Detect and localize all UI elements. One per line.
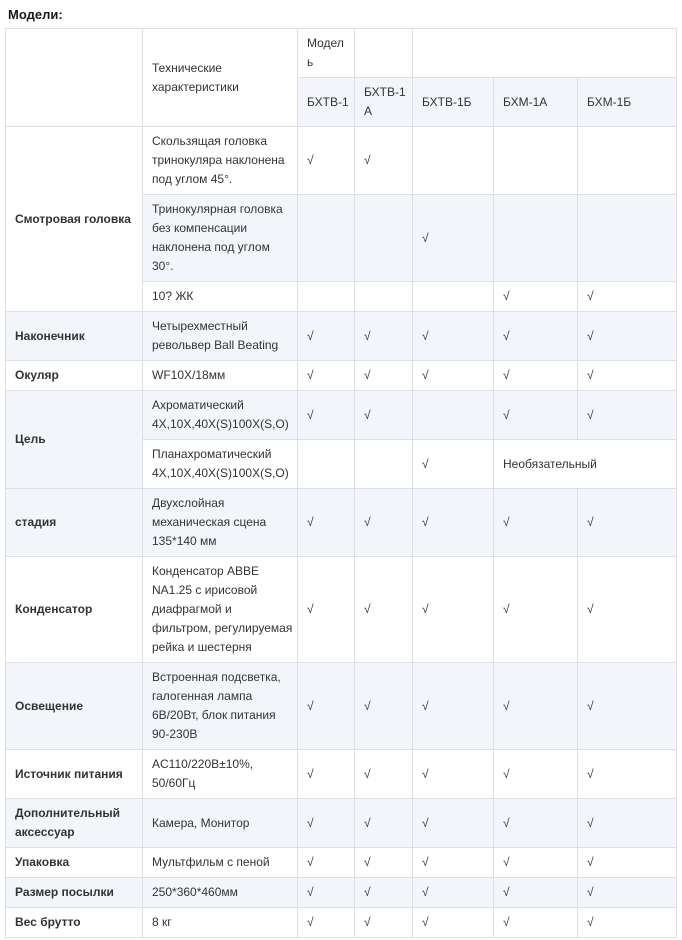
check-cell: √ [578, 391, 677, 440]
header-row-model [6, 29, 677, 78]
spec-row [6, 848, 677, 878]
check-cell: √ [578, 878, 677, 908]
check-cell: √ [413, 557, 494, 663]
check-cell: √ [578, 750, 677, 799]
check-cell [578, 195, 677, 282]
check-cell: √ [578, 799, 677, 848]
check-cell: √ [355, 312, 413, 361]
check-cell [298, 282, 355, 312]
check-cell: √ [578, 282, 677, 312]
spec-description-cell: Тринокулярная головка без компенсации наклонена под углом 30°. [143, 195, 298, 282]
check-cell: √ [578, 848, 677, 878]
category-cell: Дополнительный аксессуар [6, 799, 143, 848]
model-column-header: БХТВ-1 [298, 78, 355, 127]
check-cell: √ [494, 391, 578, 440]
spec-row [6, 361, 677, 391]
category-cell: Размер посылки [6, 878, 143, 908]
page-title: Модели: [8, 7, 63, 22]
category-cell: Вес брутто [6, 908, 143, 938]
check-cell: √ [494, 282, 578, 312]
category-cell: Окуляр [6, 361, 143, 391]
check-cell [355, 440, 413, 489]
check-cell: √ [578, 557, 677, 663]
check-cell: √ [355, 878, 413, 908]
check-cell: √ [298, 361, 355, 391]
spec-description-cell: Планахроматический 4X,10X,40X(S)100X(S,O) [143, 440, 298, 489]
spec-row [6, 312, 677, 361]
check-cell: √ [494, 878, 578, 908]
check-cell: √ [413, 908, 494, 938]
check-cell: √ [413, 799, 494, 848]
check-cell: √ [494, 312, 578, 361]
spec-description-cell: 8 кг [143, 908, 298, 938]
check-cell: √ [578, 908, 677, 938]
category-cell: Смотровая головка [6, 127, 143, 312]
check-cell [413, 391, 494, 440]
spec-row [6, 391, 677, 440]
spec-description-cell: 10? ЖК [143, 282, 298, 312]
check-cell: √ [298, 878, 355, 908]
check-cell [413, 282, 494, 312]
category-cell: Освещение [6, 663, 143, 750]
check-cell [355, 195, 413, 282]
check-cell: √ [355, 848, 413, 878]
check-cell: √ [298, 908, 355, 938]
check-cell: √ [494, 557, 578, 663]
spec-description-cell: Двухслойная механическая сцена 135*140 мм [143, 489, 298, 557]
category-cell: Цель [6, 391, 143, 489]
check-cell [355, 282, 413, 312]
spec-description-cell: Конденсатор ABBE NA1.25 с ирисовой диафрагмой и фильтром, регулируемая рейка и шестерня [143, 557, 298, 663]
check-cell: √ [578, 312, 677, 361]
check-cell [494, 195, 578, 282]
check-cell: √ [413, 750, 494, 799]
header-model-spacer-wide-cell [413, 29, 677, 78]
check-cell: √ [355, 663, 413, 750]
check-cell: √ [355, 557, 413, 663]
header-model-label-cell: Модель [298, 29, 355, 78]
check-cell: √ [298, 848, 355, 878]
category-cell: Источник питания [6, 750, 143, 799]
check-cell: √ [494, 908, 578, 938]
header-tech-specs-cell: Технические характеристики [143, 29, 298, 127]
spec-row [6, 908, 677, 938]
category-cell: Конденсатор [6, 557, 143, 663]
check-cell [298, 195, 355, 282]
spec-row [6, 878, 677, 908]
check-cell: √ [298, 391, 355, 440]
check-cell: √ [494, 799, 578, 848]
category-cell: Наконечник [6, 312, 143, 361]
category-cell: стадия [6, 489, 143, 557]
model-column-header: БХМ-1А [494, 78, 578, 127]
category-cell: Упаковка [6, 848, 143, 878]
check-cell: √ [355, 489, 413, 557]
specs-table [5, 28, 677, 938]
check-cell: √ [298, 489, 355, 557]
check-cell [413, 127, 494, 195]
check-cell: √ [355, 127, 413, 195]
check-cell: √ [298, 312, 355, 361]
spec-description-cell: Камера, Монитор [143, 799, 298, 848]
check-cell: √ [355, 750, 413, 799]
spec-description-cell: Мультфильм с пеной [143, 848, 298, 878]
check-cell: √ [494, 361, 578, 391]
header-empty-cell [6, 29, 143, 127]
spec-description-cell: AC110/220В±10%, 50/60Гц [143, 750, 298, 799]
spec-description-cell: Четырехместный револьвер Ball Beating [143, 312, 298, 361]
check-cell: √ [413, 440, 494, 489]
spec-description-cell: Скользящая головка тринокуляра наклонена под углом 45°. [143, 127, 298, 195]
check-cell: √ [413, 878, 494, 908]
model-column-header: БХМ-1Б [578, 78, 677, 127]
spec-description-cell: 250*360*460мм [143, 878, 298, 908]
spec-row [6, 489, 677, 557]
header-model-spacer-cell [355, 29, 413, 78]
check-cell: √ [494, 750, 578, 799]
check-cell: √ [355, 361, 413, 391]
spec-row [6, 663, 677, 750]
model-column-header: БХТВ-1Б [413, 78, 494, 127]
check-cell: √ [494, 489, 578, 557]
spec-row [6, 799, 677, 848]
check-cell: √ [578, 489, 677, 557]
check-cell: √ [355, 908, 413, 938]
model-column-header: БХТВ-1А [355, 78, 413, 127]
check-cell: √ [578, 361, 677, 391]
spec-description-cell: WF10X/18мм [143, 361, 298, 391]
check-cell: √ [413, 848, 494, 878]
check-cell: √ [298, 663, 355, 750]
check-cell: √ [355, 799, 413, 848]
check-cell: √ [413, 489, 494, 557]
check-cell: √ [413, 312, 494, 361]
check-cell [494, 127, 578, 195]
optional-text-cell: Необязательный [494, 440, 677, 489]
check-cell [298, 440, 355, 489]
check-cell: √ [578, 663, 677, 750]
check-cell: √ [298, 127, 355, 195]
check-cell: √ [355, 391, 413, 440]
spec-row [6, 557, 677, 663]
spec-description-cell: Ахроматический 4X,10X,40X(S)100X(S,O) [143, 391, 298, 440]
check-cell: √ [413, 361, 494, 391]
check-cell: √ [494, 663, 578, 750]
spec-row [6, 750, 677, 799]
check-cell: √ [413, 195, 494, 282]
spec-description-cell: Встроенная подсветка, галогенная лампа 6В/20Вт, блок питания 90-230В [143, 663, 298, 750]
spec-row [6, 127, 677, 195]
check-cell: √ [298, 557, 355, 663]
check-cell: √ [298, 750, 355, 799]
check-cell: √ [494, 848, 578, 878]
check-cell: √ [413, 663, 494, 750]
check-cell [578, 127, 677, 195]
check-cell: √ [298, 799, 355, 848]
